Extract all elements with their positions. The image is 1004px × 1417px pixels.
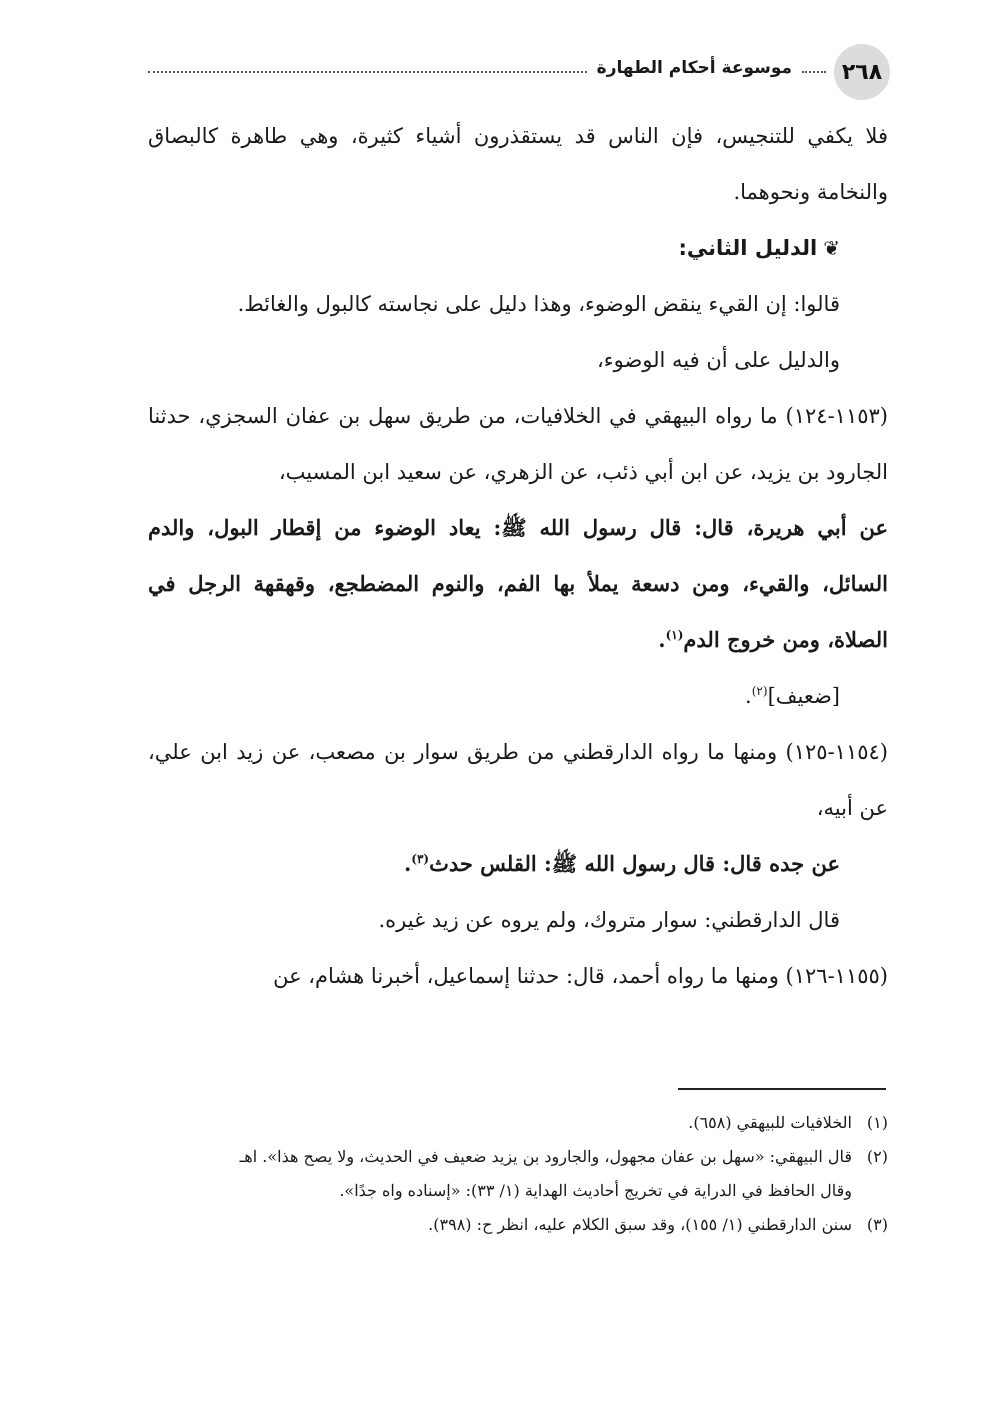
- page-number: ٢٦٨: [841, 59, 883, 85]
- paragraph: فلا يكفي للتنجيس، فإن الناس قد يستقذرون أشياء كثيرة، وهي طاهرة كالبصاق والنخامة ونحوهما.: [148, 124, 888, 204]
- hadith-body: عن جده قال: قال رسول الله ﷺ: القلس حدث: [429, 851, 840, 876]
- footnote: [148, 1106, 888, 1140]
- section-heading: [148, 220, 888, 276]
- paragraph: والدليل على أن فيه الوضوء،: [596, 348, 840, 372]
- footnote-number: (٢): [866, 1147, 888, 1166]
- header-dots-right: [802, 71, 826, 73]
- footnote-separator: [678, 1088, 886, 1090]
- footnote-number: [852, 1174, 888, 1208]
- footnotes: [148, 1106, 888, 1242]
- footnote-ref[interactable]: (٣): [411, 852, 430, 866]
- grading-text: [ضعيف]: [767, 684, 840, 708]
- footnote-text: سنن الدارقطني (١/ ١٥٥)، وقد سبق الكلام عليه، انظر ح: (٣٩٨).: [428, 1215, 852, 1234]
- page-header: [148, 44, 890, 100]
- footnote-text: الخلافيات للبيهقي (٦٥٨).: [688, 1113, 852, 1132]
- punctuation: .: [403, 851, 412, 876]
- hadith-text: [148, 836, 888, 892]
- hadith-body: عن أبي هريرة، قال: قال رسول الله ﷺ: يعاد الوضوء من إقطار البول، والدم السائل، والقيء، ومن دسعة يملأ بها الفم، والنوم المضطجع، وقهقهة الرجل في الصلاة، ومن خروج الدم: [148, 515, 888, 652]
- main-text: [148, 108, 888, 1004]
- grading: [148, 668, 888, 724]
- paragraph: (١١٥٤-١٢٥) ومنها ما رواه الدارقطني من طريق سوار بن مصعب، عن زيد ابن علي، عن أبيه،: [148, 740, 888, 820]
- footnote: [148, 1174, 888, 1208]
- footnote-text: قال البيهقي: «سهل بن عفان مجهول، والجارود بن يزيد ضعيف في الحديث، ولا يصح هذا». اهـ: [239, 1147, 852, 1166]
- paragraph: قالوا: إن القيء ينقض الوضوء، وهذا دليل على نجاسته كالبول والغائط.: [237, 292, 840, 316]
- running-title: [148, 58, 826, 78]
- page-number-badge: [834, 44, 890, 100]
- paragraph: (١١٥٣-١٢٤) ما رواه البيهقي في الخلافيات، من طريق سهل بن عفان السجزي، حدثنا الجارود بن يزيد، عن ابن أبي ذئب، عن الزهري، عن سعيد ابن المسيب،: [148, 404, 888, 484]
- footnote-number: (٣): [866, 1215, 888, 1234]
- header-dots-left: [148, 71, 587, 73]
- book-title: موسوعة أحكام الطهارة: [596, 58, 792, 78]
- footnote-text: وقال الحافظ في الدراية في تخريج أحاديث الهداية (١/ ٣٣): «إسناده واه جدًا».: [339, 1181, 852, 1200]
- punctuation: .: [658, 627, 666, 652]
- paragraph: (١١٥٥-١٢٦) ومنها ما رواه أحمد، قال: حدثنا إسماعيل، أخبرنا هشام، عن: [273, 964, 888, 988]
- hadith-text: [148, 500, 888, 668]
- paragraph: قال الدارقطني: سوار متروك، ولم يروه عن زيد غيره.: [378, 908, 840, 932]
- punctuation: .: [745, 684, 752, 708]
- footnote-ref[interactable]: (٢): [751, 684, 768, 698]
- footnote-ref[interactable]: (١): [665, 628, 684, 642]
- footnote: [148, 1140, 888, 1174]
- footnote-number: (١): [866, 1113, 888, 1132]
- footnote: [148, 1208, 888, 1242]
- leaf-icon: ❦: [823, 236, 840, 260]
- heading-text: الدليل الثاني:: [678, 236, 818, 260]
